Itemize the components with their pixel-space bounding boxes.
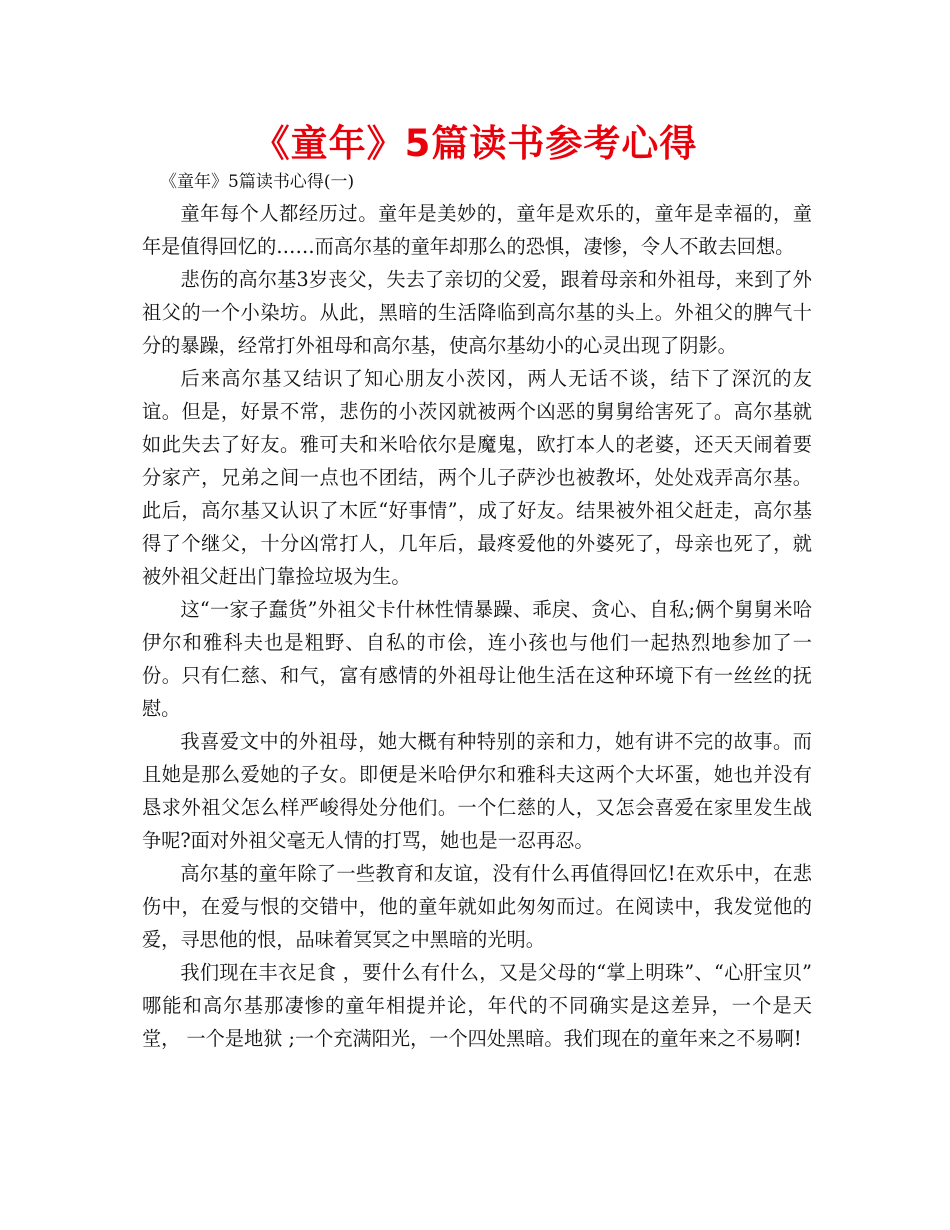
document-body bbox=[142, 197, 812, 1055]
section-heading: 《童年》5篇读书心得(一) bbox=[160, 172, 355, 192]
paragraph-1: 童年每个人都经历过。童年是美妙的，童年是欢乐的，童年是幸福的，童年是值得回忆的……而高尔基的童年却那么的恐惧，凄惨，令人不敢去回想。 bbox=[142, 202, 812, 258]
paragraph-2: 悲伤的高尔基3岁丧父，失去了亲切的父爱，跟着母亲和外祖母，来到了外祖父的一个小染坊。从此，黑暗的生活降临到高尔基的头上。外祖父的脾气十分的暴躁，经常打外祖母和高尔基，使高尔基幼小的心灵出现了阴影。 bbox=[142, 268, 812, 357]
paragraph-5: 我喜爱文中的外祖母，她大概有种特别的亲和力，她有讲不完的故事。而且她是那么爱她的子女。即便是米哈伊尔和雅科夫这两个大坏蛋，她也并没有恳求外祖父怎么样严峻得处分他们。一个仁慈的人，又怎会喜爱在家里发生战争呢?面对外祖父毫无人情的打骂，她也是一忍再忍。 bbox=[142, 730, 812, 852]
paragraph-3: 后来高尔基又结识了知心朋友小茨冈，两人无话不谈，结下了深沉的友谊。但是，好景不常，悲伤的小茨冈就被两个凶恶的舅舅给害死了。高尔基就如此失去了好友。雅可夫和米哈依尔是魔鬼，欧打本人的老婆，还天天闹着要分家产，兄弟之间一点也不团结，两个儿子萨沙也被教坏，处处戏弄高尔基。此后，高尔基又认识了木匠“好事情”，成了好友。结果被外祖父赶走，高尔基得了个继父，十分凶常打人，几年后，最疼爱他的外婆死了，母亲也死了，就被外祖父赶出门靠捡垃圾为生。 bbox=[142, 367, 812, 588]
paragraph-4: 这“一家子蠢货”外祖父卡什林性情暴躁、乖戾、贪心、自私;俩个舅舅米哈伊尔和雅科夫也是粗野、自私的市侩，连小孩也与他们一起热烈地参加了一份。只有仁慈、和气，富有感情的外祖母让他生活在这种环境下有一丝丝的抚慰。 bbox=[142, 598, 812, 720]
paragraph-6: 高尔基的童年除了一些教育和友谊，没有什么再值得回忆!在欢乐中，在悲伤中，在爱与恨的交错中，他的童年就如此匆匆而过。在阅读中，我发觉他的爱，寻思他的恨，品味着冥冥之中黑暗的光明。 bbox=[142, 862, 812, 951]
document-title: 《童年》5篇读书参考心得 bbox=[252, 122, 698, 165]
paragraph-7: 我们现在丰衣足食 ，要什么有什么，又是父母的“掌上明珠”、“心肝宝贝” 哪能和高尔基那凄惨的童年相提并论，年代的不同确实是这差异，一个是天堂， 一个是地狱 ;一个充满阳光，一个四处黑暗。我们现在的童年来之不易啊! bbox=[142, 961, 812, 1050]
